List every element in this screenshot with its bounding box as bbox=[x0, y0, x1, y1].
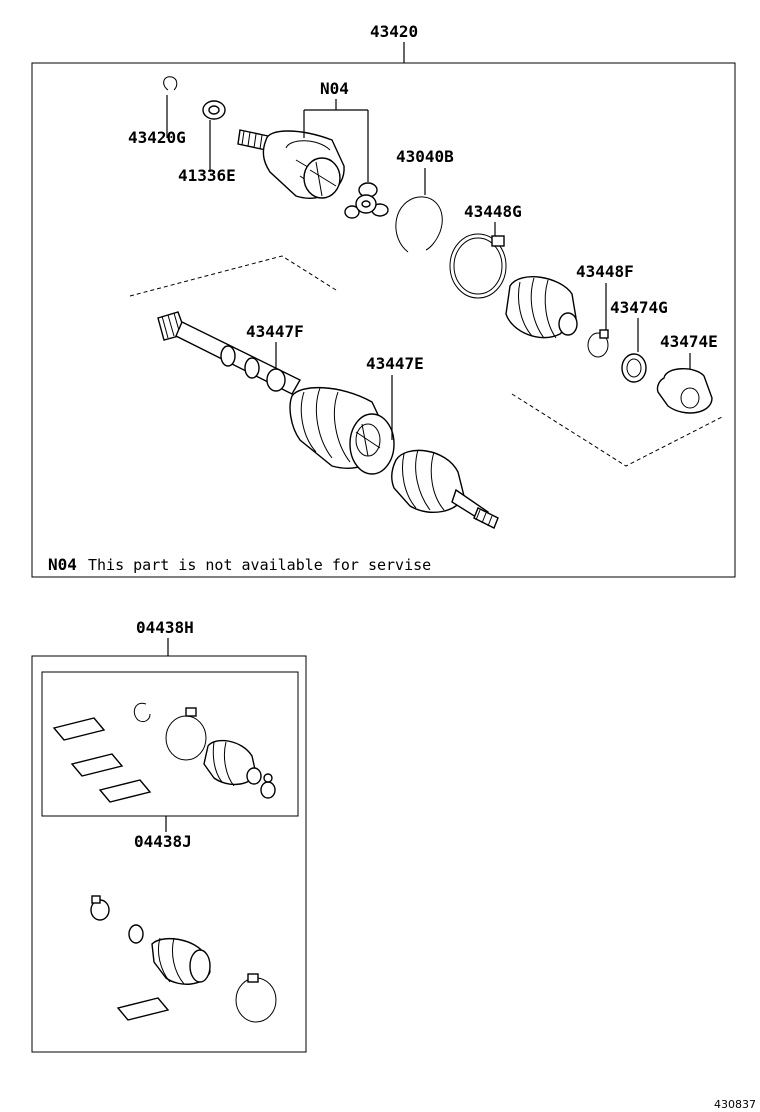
tripod-joint bbox=[345, 183, 388, 218]
label-43448f: 43448F bbox=[576, 262, 634, 281]
kit-boot-2 bbox=[152, 938, 210, 984]
snap-ring-43420g bbox=[164, 77, 177, 90]
cv-outer-joint bbox=[392, 450, 498, 528]
label-43447f: 43447F bbox=[246, 322, 304, 341]
clamp-43448f bbox=[588, 330, 608, 357]
kit-band-clamp-2 bbox=[236, 974, 276, 1022]
assembly-43420-label: 43420 bbox=[370, 22, 419, 41]
note-code: N04 bbox=[48, 555, 77, 574]
kit-small-clamp bbox=[261, 774, 275, 798]
label-43474e: 43474E bbox=[660, 332, 718, 351]
kit-04438j-inner-frame bbox=[42, 672, 298, 816]
label-43474g: 43474G bbox=[610, 298, 668, 317]
kit-04438h-label: 04438H bbox=[136, 618, 194, 637]
inboard-boot bbox=[506, 277, 577, 338]
figure-id: 430837 bbox=[714, 1098, 756, 1111]
label-n04: N04 bbox=[320, 79, 349, 98]
label-43040b: 43040B bbox=[396, 147, 454, 166]
circlip-43040b bbox=[396, 197, 442, 252]
kit-clamp-top bbox=[91, 896, 109, 920]
outboard-housing bbox=[238, 130, 344, 198]
damper-43474e bbox=[657, 369, 712, 413]
clamp-43474g bbox=[622, 354, 646, 382]
kit-band-clamp bbox=[166, 708, 206, 760]
grease-packets bbox=[54, 718, 150, 802]
label-43420g: 43420G bbox=[128, 128, 186, 147]
washer-41336e bbox=[203, 101, 225, 119]
kit-04438h-frame bbox=[32, 656, 306, 1052]
kit-clamp-mid bbox=[129, 925, 143, 943]
label-41336e: 41336E bbox=[178, 166, 236, 185]
outboard-boot bbox=[290, 388, 394, 474]
band-clamp-43448g bbox=[450, 234, 506, 298]
kit-snap-ring bbox=[134, 703, 150, 721]
label-43448g: 43448G bbox=[464, 202, 522, 221]
kit-04438j-label: 04438J bbox=[134, 832, 192, 851]
kit-grease-packet bbox=[118, 998, 168, 1020]
label-43447e: 43447E bbox=[366, 354, 424, 373]
note-text: This part is not available for servise bbox=[88, 556, 432, 574]
kit-boot bbox=[204, 741, 261, 786]
